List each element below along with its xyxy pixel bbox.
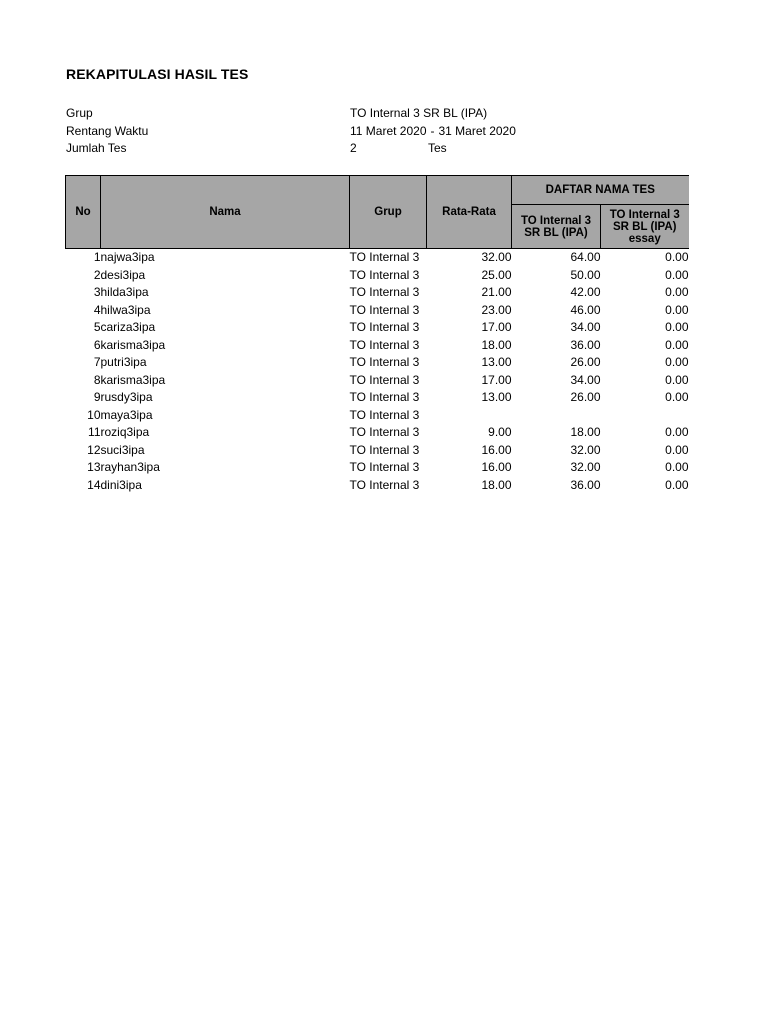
cell-name: cariza3ipa (100, 320, 156, 334)
meta-range-end: 31 Maret 2020 (438, 123, 516, 138)
cell-average: 23.00 (481, 302, 512, 317)
cell-group: TO Internal 3 (349, 372, 420, 387)
cell-group: TO Internal 3 (349, 355, 420, 369)
cell-no: 14 (87, 477, 101, 492)
cell-average: 21.00 (481, 285, 512, 299)
header-test-1: TO Internal 3 SR BL (IPA) (512, 205, 601, 249)
table-row (66, 477, 689, 495)
cell-average: 25.00 (481, 267, 512, 282)
cell-no: 3 (93, 285, 101, 299)
cell-test-2: 0.00 (665, 250, 689, 264)
table-row (66, 337, 689, 355)
table-row (66, 354, 689, 372)
cell-group: TO Internal 3 (349, 302, 420, 317)
cell-name: roziq3ipa (100, 425, 150, 439)
cell-name: dini3ipa (100, 477, 142, 492)
meta-group-label: Grup (66, 106, 93, 120)
cell-no: 6 (93, 337, 101, 352)
cell-average: 18.00 (481, 477, 512, 492)
cell-group: TO Internal 3 (349, 407, 420, 422)
table-row (66, 319, 689, 337)
header-group: Grup (350, 176, 427, 249)
cell-no: 10 (87, 407, 101, 422)
cell-no: 9 (93, 390, 101, 404)
cell-name: karisma3ipa (100, 372, 166, 387)
cell-group: TO Internal 3 (349, 442, 420, 457)
table-row (66, 302, 689, 320)
cell-name: hilda3ipa (100, 285, 149, 299)
table-row (66, 442, 689, 460)
cell-test-1: 50.00 (570, 267, 601, 282)
table-row (66, 372, 689, 390)
cell-group: TO Internal 3 (349, 250, 420, 264)
cell-average: 16.00 (481, 442, 512, 457)
header-no: No (66, 176, 101, 249)
table-row (66, 249, 689, 267)
cell-no: 2 (93, 267, 101, 282)
header-name: Nama (101, 176, 350, 249)
cell-group: TO Internal 3 (349, 285, 420, 299)
cell-test-2: 0.00 (665, 477, 689, 492)
cell-test-1: 34.00 (570, 372, 601, 387)
header-average: Rata-Rata (427, 176, 512, 249)
cell-average: 13.00 (481, 390, 512, 404)
cell-test-1: 26.00 (570, 355, 601, 369)
meta-count-unit: Tes (428, 141, 447, 155)
results-table (65, 175, 689, 494)
cell-name: najwa3ipa (100, 250, 155, 264)
cell-test-2: 0.00 (665, 355, 689, 369)
cell-name: suci3ipa (100, 442, 145, 457)
meta-group-value: TO Internal 3 SR BL (IPA) (350, 106, 488, 120)
cell-no: 8 (93, 372, 101, 387)
cell-average: 16.00 (481, 460, 512, 474)
meta-row-range (66, 123, 666, 141)
cell-name: rusdy3ipa (100, 390, 153, 404)
cell-group: TO Internal 3 (349, 477, 420, 492)
report-meta (66, 105, 666, 158)
cell-group: TO Internal 3 (349, 320, 420, 334)
meta-range-value (350, 123, 516, 141)
cell-no: 1 (93, 250, 101, 264)
cell-test-2: 0.00 (665, 390, 689, 404)
cell-name: rayhan3ipa (100, 460, 160, 474)
cell-test-2: 0.00 (665, 442, 689, 457)
cell-test-1: 46.00 (570, 302, 601, 317)
header-test-2: TO Internal 3 SR BL (IPA) essay (601, 205, 689, 249)
cell-average: 13.00 (481, 355, 512, 369)
cell-test-1: 36.00 (570, 337, 601, 352)
cell-group: TO Internal 3 (349, 337, 420, 352)
cell-test-2: 0.00 (665, 337, 689, 352)
cell-group: TO Internal 3 (349, 267, 420, 282)
cell-test-2: 0.00 (665, 267, 689, 282)
cell-name: maya3ipa (100, 407, 153, 422)
cell-test-2: 0.00 (665, 285, 689, 299)
cell-average: 17.00 (481, 320, 512, 334)
cell-name: desi3ipa (100, 267, 146, 282)
cell-test-1: 64.00 (570, 250, 601, 264)
meta-count-value: 2 (350, 141, 357, 155)
cell-test-1: 26.00 (570, 390, 601, 404)
cell-name: putri3ipa (100, 355, 147, 369)
meta-row-count (66, 140, 666, 158)
meta-range-label: Rentang Waktu (66, 123, 149, 138)
cell-test-1: 18.00 (570, 425, 601, 439)
cell-average: 17.00 (481, 372, 512, 387)
meta-count-label: Jumlah Tes (66, 141, 127, 155)
cell-test-2: 0.00 (665, 320, 689, 334)
report-title: REKAPITULASI HASIL TES (66, 66, 249, 82)
cell-no: 5 (93, 320, 101, 334)
results-table-body (66, 249, 689, 495)
cell-group: TO Internal 3 (349, 425, 420, 439)
table-row (66, 284, 689, 302)
cell-no: 4 (93, 302, 101, 317)
cell-average: 18.00 (481, 337, 512, 352)
cell-test-2: 0.00 (665, 372, 689, 387)
cell-name: karisma3ipa (100, 337, 166, 352)
cell-test-1: 36.00 (570, 477, 601, 492)
cell-test-2 (601, 407, 689, 425)
cell-average: 9.00 (488, 425, 512, 439)
cell-test-1: 34.00 (570, 320, 601, 334)
cell-no: 13 (87, 460, 101, 474)
cell-test-2: 0.00 (665, 460, 689, 474)
cell-average: 32.00 (481, 250, 512, 264)
cell-average (427, 407, 512, 425)
table-row (66, 459, 689, 477)
table-row (66, 407, 689, 425)
cell-test-1: 32.00 (570, 442, 601, 457)
cell-no: 11 (88, 425, 101, 439)
cell-no: 7 (93, 355, 101, 369)
meta-row-group (66, 105, 666, 123)
meta-range-start: 11 Maret 2020 (350, 123, 427, 138)
cell-test-2: 0.00 (665, 302, 689, 317)
cell-test-2: 0.00 (665, 425, 689, 439)
cell-test-1: 32.00 (570, 460, 601, 474)
table-row (66, 267, 689, 285)
cell-test-1: 42.00 (570, 285, 601, 299)
table-row (66, 424, 689, 442)
cell-group: TO Internal 3 (349, 390, 420, 404)
cell-test-1 (512, 407, 601, 425)
header-test-list: DAFTAR NAMA TES (512, 176, 689, 205)
cell-no: 12 (87, 442, 101, 457)
cell-group: TO Internal 3 (349, 460, 420, 474)
cell-name: hilwa3ipa (100, 302, 151, 317)
table-row (66, 389, 689, 407)
results-table-header (66, 176, 689, 249)
meta-range-separator: - (430, 123, 435, 138)
